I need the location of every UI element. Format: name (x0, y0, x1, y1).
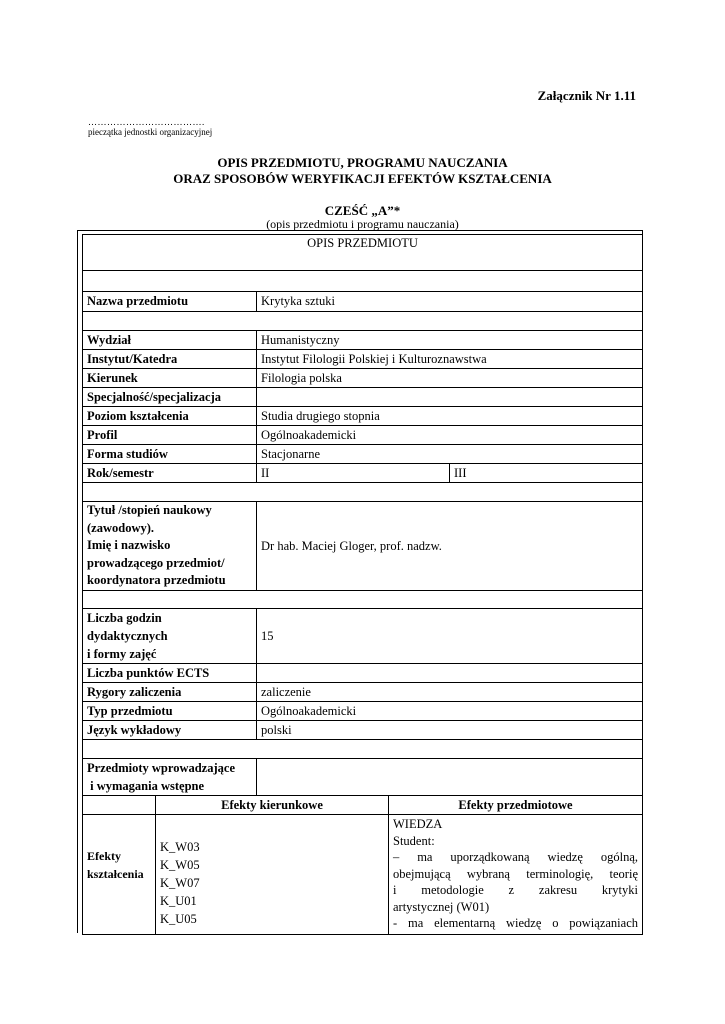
prereq-label (83, 759, 257, 796)
rigor-label: Rygory zaliczenia (83, 683, 257, 702)
hours-label (83, 609, 257, 664)
prereq-label-line: i wymagania wstępne (87, 779, 205, 793)
profile-value: Ogólnoakademicki (257, 426, 643, 445)
course-outcome-line: – ma uporządkowaną wiedzę ogólną, (393, 850, 638, 864)
study-form-value: Stacjonarne (257, 445, 643, 464)
course-outcome-line: i metodologie z zakresu krytyki (393, 883, 638, 897)
course-name-label: Nazwa przedmiotu (83, 292, 257, 312)
semester-value: III (450, 464, 643, 483)
specialty-value (257, 388, 643, 407)
lecturer-label-line: (zawodowy). (87, 520, 155, 535)
hours-label-line: i formy zajęć (87, 647, 157, 661)
spacer-row (83, 591, 643, 609)
language-label: Język wykładowy (83, 721, 257, 740)
program-outcome-code: K_W07 (160, 876, 200, 890)
lecturer-label (83, 502, 257, 591)
study-form-label: Forma studiów (83, 445, 257, 464)
course-type-value: Ogólnoakademicki (257, 702, 643, 721)
institute-value: Instytut Filologii Polskiej i Kulturoznawstwa (257, 350, 643, 369)
document-title-line-2: ORAZ SPOSOBÓW WERYFIKACJI EFEKTÓW KSZTAŁCENIA (173, 171, 552, 186)
faculty-label: Wydział (83, 331, 257, 350)
stamp-dots: ………………………………. (88, 117, 205, 127)
course-type-label: Typ przedmiotu (83, 702, 257, 721)
outcomes-label-line: Efekty (87, 849, 121, 863)
program-outcome-code: K_U05 (160, 912, 197, 926)
hours-value: 15 (257, 609, 643, 664)
table-heading: OPIS PRZEDMIOTU (83, 235, 643, 271)
field-label: Kierunek (83, 369, 257, 388)
hours-label-line: dydaktycznych (87, 629, 168, 643)
document-title-line-1: OPIS PRZEDMIOTU, PROGRAMU NAUCZANIA (217, 155, 508, 170)
program-outcome-code: K_W03 (160, 840, 200, 854)
lecturer-label-line: Imię i nazwisko (87, 538, 171, 553)
prereq-label-line: Przedmioty wprowadzające (87, 761, 235, 775)
spacer-row (83, 740, 643, 759)
spacer-row (83, 271, 643, 292)
course-outcome-line: Student: (393, 833, 435, 848)
course-outcomes-header: Efekty przedmiotowe (389, 796, 643, 815)
course-outcomes-text (389, 815, 643, 935)
rigor-value: zaliczenie (257, 683, 643, 702)
course-outcome-line: WIEDZA (393, 817, 443, 831)
specialty-label: Specjalność/specjalizacja (83, 388, 257, 407)
program-outcomes-header: Efekty kierunkowe (156, 796, 389, 815)
level-label: Poziom kształcenia (83, 407, 257, 426)
ects-value (257, 664, 643, 683)
course-outcome-line: obejmującą wybraną terminologię, teorię (393, 866, 638, 881)
faculty-value: Humanistyczny (257, 331, 643, 350)
part-title: CZEŚĆ „A”* (324, 203, 401, 218)
part-subtitle: (opis przedmiotu i programu nauczania) (266, 217, 459, 231)
program-outcome-code: K_W05 (160, 858, 200, 872)
lecturer-label-line: Tytuł /stopień naukowy (87, 503, 212, 518)
field-value: Filologia polska (257, 369, 643, 388)
language-value: polski (257, 721, 643, 740)
prereq-value (257, 759, 643, 796)
institute-label: Instytut/Katedra (83, 350, 257, 369)
course-name-value: Krytyka sztuki (257, 292, 643, 312)
hours-label-line: Liczba godzin (87, 611, 162, 625)
spacer-row (83, 483, 643, 502)
year-semester-label: Rok/semestr (83, 464, 257, 483)
lecturer-label-line: prowadzącego przedmiot/ (87, 555, 225, 570)
course-outcome-line: artystycznej (W01) (393, 899, 490, 914)
spacer-row (83, 312, 643, 331)
ects-label: Liczba punktów ECTS (83, 664, 257, 683)
program-outcome-codes (156, 815, 389, 935)
program-outcome-code: K_U01 (160, 894, 197, 908)
annex-number: Załącznik Nr 1.11 (537, 88, 636, 103)
course-description-table (82, 234, 643, 815)
profile-label: Profil (83, 426, 257, 445)
stamp-label: pieczątka jednostki organizacyjnej (88, 127, 213, 137)
course-outcome-line: - ma elementarną wiedzę o powiązaniach (393, 916, 638, 930)
lecturer-value: Dr hab. Maciej Gloger, prof. nadzw. (257, 502, 643, 591)
outcomes-table (82, 795, 643, 935)
outcomes-label (83, 796, 156, 935)
level-value: Studia drugiego stopnia (257, 407, 643, 426)
outcomes-label-line: kształcenia (87, 867, 144, 881)
lecturer-label-line: koordynatora przedmiotu (87, 573, 226, 588)
year-value: II (257, 464, 450, 483)
